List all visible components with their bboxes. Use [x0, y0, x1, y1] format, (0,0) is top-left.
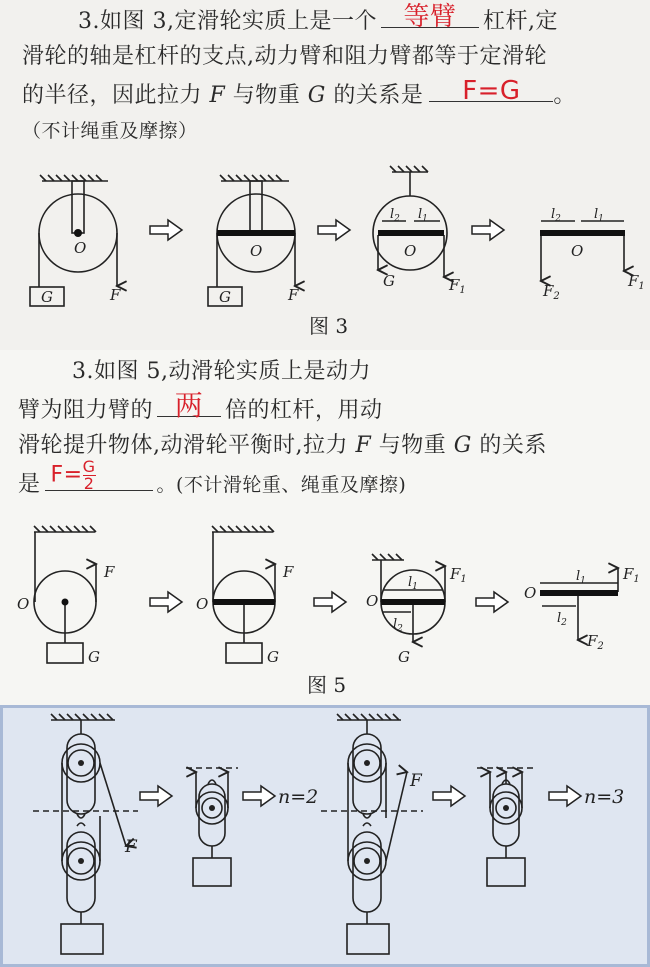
- axle-dot: [503, 805, 509, 811]
- label-o: O: [196, 595, 209, 613]
- axle-dot: [78, 760, 84, 766]
- lever-bar: [217, 230, 295, 236]
- axle-dot: [364, 858, 370, 864]
- label-g: G: [88, 648, 100, 666]
- movable-pulley-arm-drawing: [372, 554, 445, 642]
- text-line-3: 滑轮提升物体,动滑轮平衡时,拉力 F 与物重 G 的关系: [18, 433, 547, 458]
- arm-label-l1: $l_1$: [418, 207, 428, 224]
- label-f: F: [288, 286, 299, 304]
- figure-3-diagram: [0, 0, 650, 350]
- transform-arrow-icon: [314, 592, 346, 612]
- movable-pulley-lever-drawing: [212, 526, 275, 663]
- label-f: F: [125, 837, 137, 857]
- text-line-1: 3.如图 5,动滑轮实质上是动力: [72, 359, 371, 384]
- arm-label-l2: $l_2$: [557, 611, 567, 628]
- section-fixed-pulley: [0, 0, 650, 350]
- arm-label-l2: $l_2$: [551, 207, 561, 224]
- handwritten-answer-f-equals-g: F=G: [462, 76, 521, 106]
- arm-label-l2: $l_2$: [390, 207, 400, 224]
- transform-arrow-icon: [140, 786, 172, 806]
- pulley-system-two-ropes: [33, 714, 138, 954]
- rope-count-n3: n=3: [584, 786, 625, 808]
- transform-arrow-icon: [476, 592, 508, 612]
- arm-label-l1: $l_1$: [594, 207, 604, 224]
- section-movable-pulley: [0, 350, 650, 705]
- transform-arrow-icon: [150, 592, 182, 612]
- isolated-pulley-n3: [477, 768, 535, 886]
- label-o: O: [74, 239, 87, 257]
- handwritten-answer-two: 两: [174, 389, 204, 422]
- figure-caption: 图 3: [309, 314, 349, 338]
- text-line-4: （不计绳重及摩擦）: [22, 120, 198, 142]
- label-f1: $F_1$: [623, 565, 640, 585]
- label-o: O: [17, 595, 30, 613]
- label-g: G: [267, 648, 279, 666]
- handwritten-answer-f-equals-g-over-2: F= $\frac{G}{2}$: [50, 457, 96, 493]
- lever-bar: [540, 590, 618, 596]
- transform-arrow-icon: [318, 220, 350, 240]
- label-f1: $F_1$: [628, 272, 645, 292]
- text-line-1: 3.如图 3,定滑轮实质上是一个 等臂 杠杆,定: [78, 2, 558, 34]
- label-o: O: [524, 584, 537, 602]
- text-line-2: 臂为阻力臂的 两 倍的杠杆，用动: [18, 389, 383, 423]
- label-o: O: [250, 242, 263, 260]
- figure-5-diagram: [0, 350, 650, 705]
- label-f1: $F_1$: [449, 276, 466, 296]
- label-f: F: [410, 771, 422, 791]
- text-line-2: 滑轮的轴是杠杆的支点,动力臂和阻力臂都等于定滑轮: [22, 44, 547, 69]
- pulley-system-three-ropes: [321, 714, 423, 954]
- arm-label-l1: $l_1$: [576, 569, 586, 586]
- label-f2: $F_2$: [543, 282, 560, 302]
- axle-dot: [209, 805, 215, 811]
- pivot-dot: [74, 229, 82, 237]
- fixed-pulley-arm-drawing: [373, 166, 447, 277]
- label-o: O: [404, 242, 417, 260]
- transform-arrow-icon: [472, 220, 504, 240]
- rope-count-n2: n=2: [278, 786, 319, 808]
- transform-arrow-icon: [243, 786, 275, 806]
- label-f: F: [104, 563, 115, 581]
- pivot-dot: [62, 599, 69, 606]
- figure-caption: 图 5: [307, 673, 347, 697]
- label-g: G: [398, 648, 410, 666]
- axle-dot: [364, 760, 370, 766]
- text-line-4: 是 F= $\frac{G}{2}$ 。(不计滑轮重、绳重及摩擦): [18, 457, 407, 497]
- text-line-3: 的半径，因此拉力 F 与物重 G 的关系是 F=G 。: [22, 76, 576, 108]
- label-f: F: [110, 286, 121, 304]
- fixed-pulley-lever-drawing: [208, 175, 295, 306]
- axle-dot: [78, 858, 84, 864]
- label-g: G: [41, 288, 53, 306]
- lever-bar: [213, 599, 275, 605]
- label-f1: $F_1$: [450, 565, 467, 585]
- label-o: O: [571, 242, 584, 260]
- arm-label-l2: $l_2$: [393, 617, 403, 634]
- lever-bar: [540, 230, 625, 236]
- label-g: G: [383, 272, 395, 290]
- transform-arrow-icon: [150, 220, 182, 240]
- transform-arrow-icon: [549, 786, 581, 806]
- label-o: O: [366, 592, 379, 610]
- pulley-block-diagram: [3, 708, 647, 964]
- isolated-pulley-n2: [186, 768, 238, 886]
- lever-bar: [381, 599, 445, 605]
- lever-bar: [378, 230, 444, 236]
- label-f2: $F_2$: [587, 632, 604, 652]
- label-f: F: [283, 563, 294, 581]
- movable-pulley-drawing: [34, 526, 96, 663]
- handwritten-answer-equal-arm: 等臂: [403, 2, 457, 32]
- transform-arrow-icon: [433, 786, 465, 806]
- label-g: G: [219, 288, 231, 306]
- section-pulley-block: [0, 705, 650, 967]
- arm-label-l1: $l_1$: [408, 575, 418, 592]
